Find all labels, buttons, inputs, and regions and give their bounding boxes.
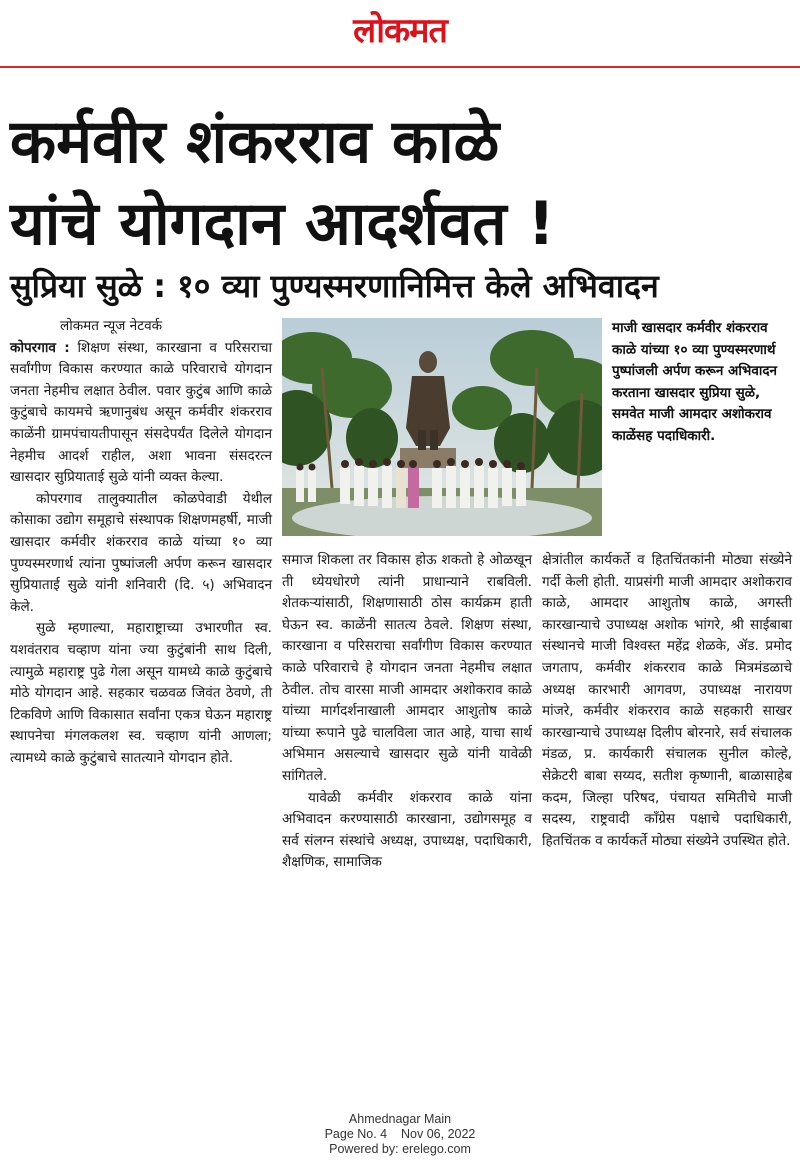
- article-column-3: [542, 550, 792, 852]
- footer-page-date: Page No. 4 Nov 06, 2022: [324, 1127, 476, 1141]
- photo-caption: माजी खासदार कर्मवीर शंकरराव काळे यांच्या १० व्या पुण्यस्मरणार्थ पुष्पांजली अर्पण करून अभिवादन करताना खासदार सुप्रिया सुळे, समवेत माजी आमदार अशोकराव काळेंसह पदाधिकारी.: [612, 320, 778, 444]
- article-paragraph-1: शिक्षण संस्था, कारखाना व परिसराचा सर्वांगीण विकास करण्यात काळे परिवाराचे योगदान जनता नेहमीच लक्षात ठेवील. पवार कुटुंब आणि काळे कुटुंबाचे कायमचे ऋणानुबंध असून कर्मवीर शंकरराव काळेंनी ग्रामपंचायतीपासून संसदेपर्यंत दिलेले योगदान नेहमीच आदर्श राहील, अशा भावना संसदरत्न खासदार सुप्रियाताई सुळे यांनी व्यक्त केल्या.: [10, 339, 272, 486]
- article-paragraph-6: क्षेत्रांतील कार्यकर्ते व हितचिंतकांनी मोठ्या संख्येने गर्दी केली होती. याप्रसंगी माजी आमदार अशोकराव काळे, आमदार आशुतोष काळे, अगस्ती कारखान्याचे उपाध्यक्ष अशोक भांगरे, श्री साईबाबा संस्थानचे माजी विश्वस्त महेंद्र शेळके, ॲड. प्रमोद जगताप, कर्मवीर शंकरराव काळे मित्रमंडळाचे अध्यक्ष कारभारी आगवण, उपाध्यक्ष नारायण मांजरे, कर्मवीर शंकरराव काळे सहकारी साखर कारखान्याचे उपाध्यक्ष दिलीप बोरनारे, सर्व संचालक मंडळ, प्र. कार्यकारी संचालक सुनील कोल्हे, सेक्रेटरी बाबा सय्यद, सतीश कृष्णानी, बाळासाहेब कदम, जिल्हा परिषद, पंचायत समितीचे माजी सदस्य, राष्ट्रवादी काँग्रेस पक्षाचे पदाधिकारी, हितचिंतक व कार्यकर्ते मोठ्या संख्येने उपस्थित होते.: [542, 552, 792, 849]
- article-column-2: [282, 550, 532, 874]
- article-column-1: [10, 316, 272, 769]
- lokmat-logo: लोकमत: [353, 11, 447, 51]
- subheadline: सुप्रिया सुळे : १० व्या पुण्यस्मरणानिमित्त केले अभिवादन: [10, 267, 659, 305]
- article-photo: [282, 318, 602, 536]
- headline-line-1: कर्मवीर शंकरराव काळे: [10, 107, 500, 177]
- footer-powered-by: Powered by: erelego.com: [329, 1142, 471, 1156]
- page-footer: [0, 1112, 800, 1157]
- masthead-rule: [0, 66, 800, 68]
- article-paragraph-3: सुळे म्हणाल्या, महाराष्ट्राच्या उभारणीत स्व. यशवंतराव चव्हाण यांना ज्या कुटुंबांनी साथ दिली, त्यामुळे महाराष्ट्र पुढे गेला असून यामध्ये काळे कुटुंबाचे मोठे योगदान आहे. सहकार चळवळ जिवंत ठेवणे, ती टिकविणे आणि विकासात सर्वांना एकत्र घेऊन महाराष्ट्र स्थापनेचा मंगलकलश स्व. चव्हाण यांनी आणला; त्यामध्ये काळे कुटुंबाचे सातत्याने योगदान होते.: [10, 620, 272, 766]
- headline-line-2: यांचे योगदान आदर्शवत !: [10, 189, 555, 259]
- byline: लोकमत न्यूज नेटवर्क: [60, 318, 163, 334]
- article-paragraph-5: यावेळी कर्मवीर शंकरराव काळे यांना अभिवादन करण्यासाठी कारखाना, उद्योगसमूह व सर्व संलग्न संस्थांचे अध्यक्ष, उपाध्यक्ष, पदाधिकारी, शैक्षणिक, सामाजिक: [282, 789, 532, 871]
- article-paragraph-4: समाज शिकला तर विकास होऊ शकतो हे ओळखून ती ध्येयधोरणे त्यांनी प्राधान्याने राबविली. शेतकऱ्यांसाठी, शिक्षणासाठी ठोस कार्यक्रम हाती घेऊन स्व. काळेंनी सातत्य ठेवले. शिक्षण संस्था, कारखाना व परिसराचा सर्वांगीण विकास करण्यात काळे परिवाराचे हे योगदान जनता नेहमीच लक्षात ठेवील. तोच वारसा माजी आमदार अशोकराव काळे यांच्या मार्गदर्शनाखाली आमदार आशुतोष काळे यांच्या रूपाने पुढे चालविला जात आहे, याचा सार्थ अभिमान असल्याचे खासदार सुळे यांनी यावेळी सांगितले.: [282, 552, 532, 784]
- dateline: कोपरगाव :: [10, 339, 70, 356]
- masthead: [0, 0, 800, 68]
- statue-ceremony-photo: [282, 318, 602, 536]
- footer-edition: Ahmednagar Main: [348, 1112, 452, 1126]
- article-paragraph-2: कोपरगाव तालुक्यातील कोळपेवाडी येथील कोसाका उद्योग समूहाचे संस्थापक शिक्षणमहर्षी, माजी खासदार कर्मवीर शंकरराव काळे यांच्या १० व्या पुण्यस्मरणार्थ त्यांना पुष्पांजली अर्पण करून खासदार सुप्रियाताई सुळे यांनी शनिवारी (दि. ५) अभिवादन केले.: [10, 490, 272, 615]
